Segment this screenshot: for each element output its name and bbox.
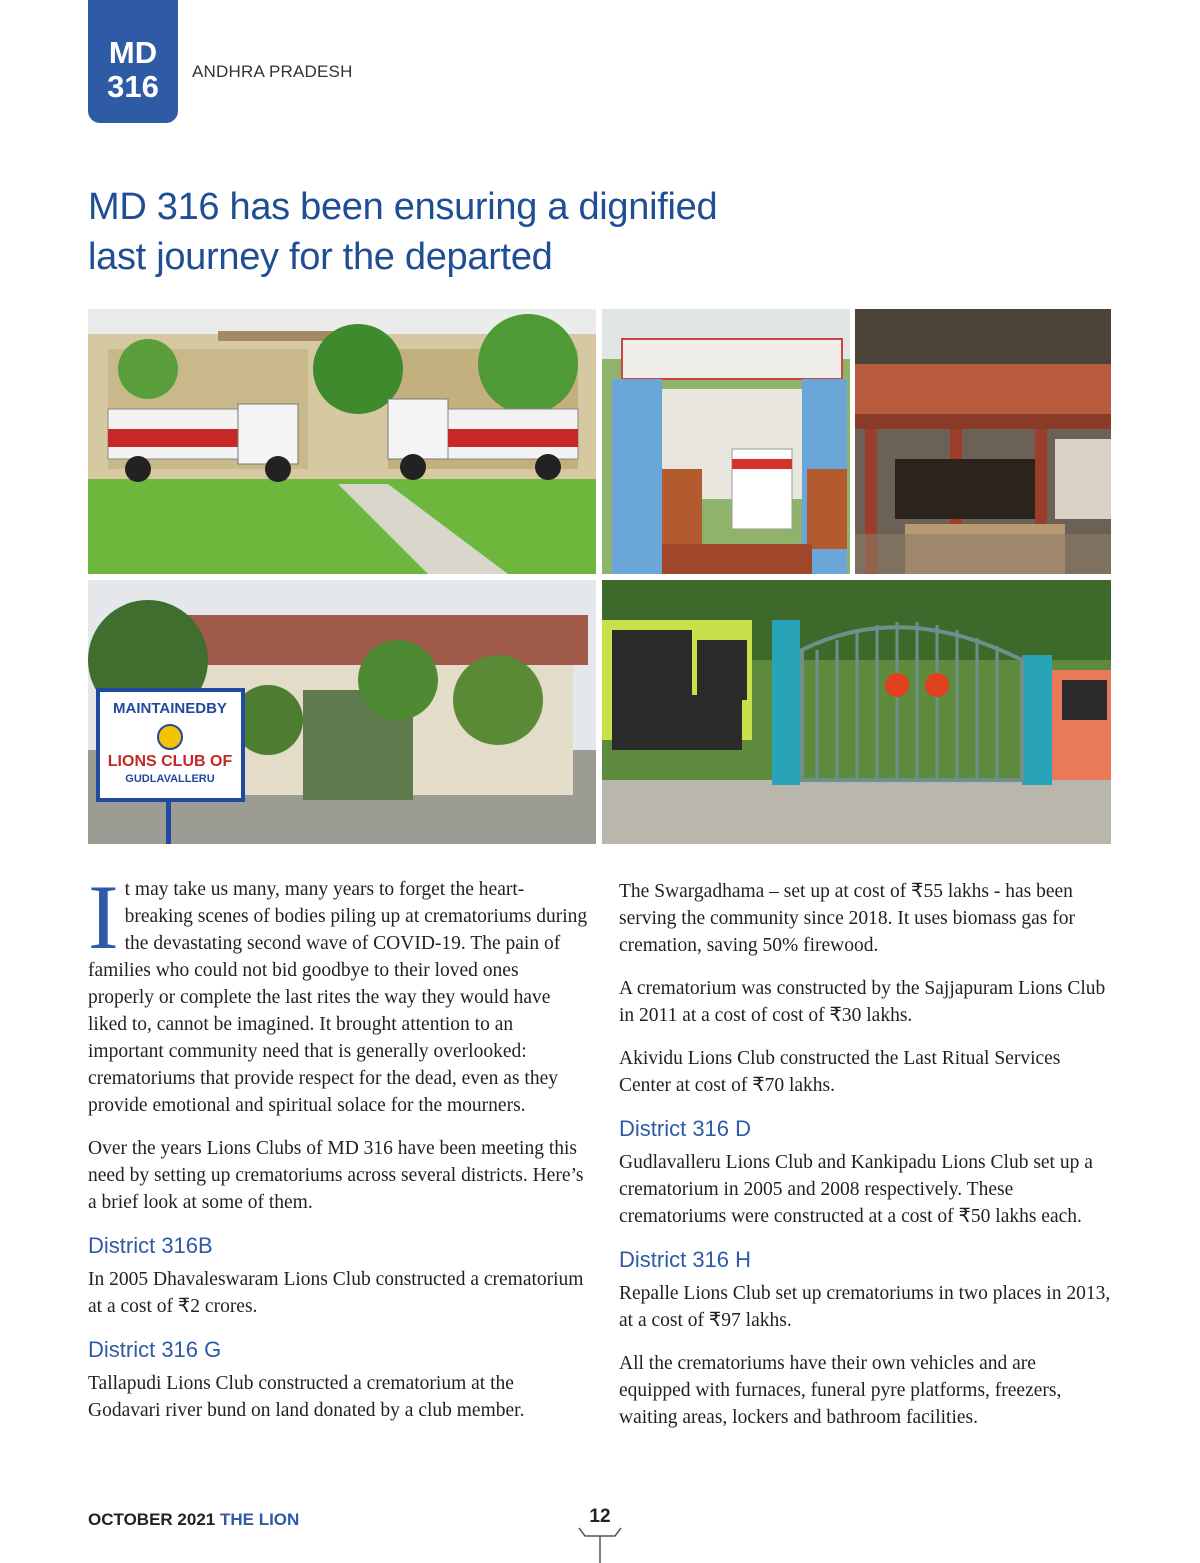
subhead-district-316h: District 316 H (619, 1247, 752, 1272)
sign-text-2: LIONS CLUB OF (107, 753, 233, 770)
paragraph: Repalle Lions Club set up crematoriums in two places in 2013, at a cost of ₹97 lakhs. (619, 1283, 1111, 1331)
tab-line1: MD (108, 35, 158, 70)
photo-gate-van (602, 309, 850, 574)
title-line2: last journey for the departed (88, 236, 553, 278)
paragraph: Over the years Lions Clubs of MD 316 have been meeting this need by setting up crematoriums across several districts. Here’s a brief look at some of them. (88, 1138, 584, 1213)
magazine-name: THE LION (219, 1510, 300, 1529)
paragraph: The Swargadhama – set up at cost of ₹55 lakhs - has been serving the community since 2018. It uses biomass gas for cremation, saving 50% firewood. (619, 881, 1076, 956)
subhead-district-316g: District 316 G (88, 1337, 222, 1362)
md-tab (88, 0, 178, 123)
subhead-district-316d: District 316 D (619, 1116, 752, 1141)
issue-date: OCTOBER 2021 (88, 1510, 216, 1529)
section-label: ANDHRA PRADESH (192, 62, 353, 81)
photo-vehicles (88, 309, 596, 574)
photo-iron-gate (602, 580, 1111, 844)
paragraph: Gudlavalleru Lions Club and Kankipadu Lions Club set up a crematorium in 2005 and 2008 respectively. These crematoriums were constructed at a cost of ₹50 lakhs each. (619, 1152, 1093, 1227)
footer-issue (88, 1510, 299, 1530)
subhead-district-316b: District 316B (88, 1233, 213, 1258)
intro-text: t may take us many, many years to forget the heart-breaking scenes of bodies piling up at crematoriums during the devastating second wave of COVID-19. The pain of families who could not bid goodbye to their loved ones properly or complete the last rites the way they would have liked to, cannot be imagined. It brought attention to an important community need that is generally overlooked: crematoriums that provide respect for the dead, even as they provide emotional and spiritual solace for the mourners. (88, 879, 588, 1116)
left-column (88, 866, 588, 1440)
tab-line2: 316 (107, 69, 159, 104)
page-title (88, 182, 808, 282)
paragraph: A crematorium was constructed by the Sajjapuram Lions Club in 2011 at a cost of cost of ₹30 lakhs. (619, 978, 1106, 1026)
paragraph: In 2005 Dhavaleswaram Lions Club constructed a crematorium at a cost of ₹2 crores. (88, 1269, 584, 1317)
drop-cap: I (88, 866, 119, 968)
title-line1: MD 316 has been ensuring a dignified (88, 186, 718, 228)
right-column (619, 878, 1111, 1447)
sign-text-1: MAINTAINEDBY (113, 700, 227, 717)
photo-gudlavalleru-gate (88, 580, 596, 844)
paragraph: Tallapudi Lions Club constructed a crematorium at the Godavari river bund on land donated by a club member. (88, 1373, 525, 1421)
paragraph: Akividu Lions Club constructed the Last Ritual Services Center at cost of ₹70 lakhs. (619, 1048, 1061, 1096)
page-number: 12 (589, 1506, 611, 1527)
page-bracket-icon (575, 1524, 625, 1563)
paragraph: All the crematoriums have their own vehicles and are equipped with furnaces, funeral pyre platforms, freezers, waiting areas, lockers and bathroom facilities. (619, 1353, 1062, 1428)
sign-text-3: GUDLAVALLERU (125, 773, 215, 785)
photo-pavilion (855, 309, 1111, 574)
intro-paragraph (88, 866, 588, 1119)
